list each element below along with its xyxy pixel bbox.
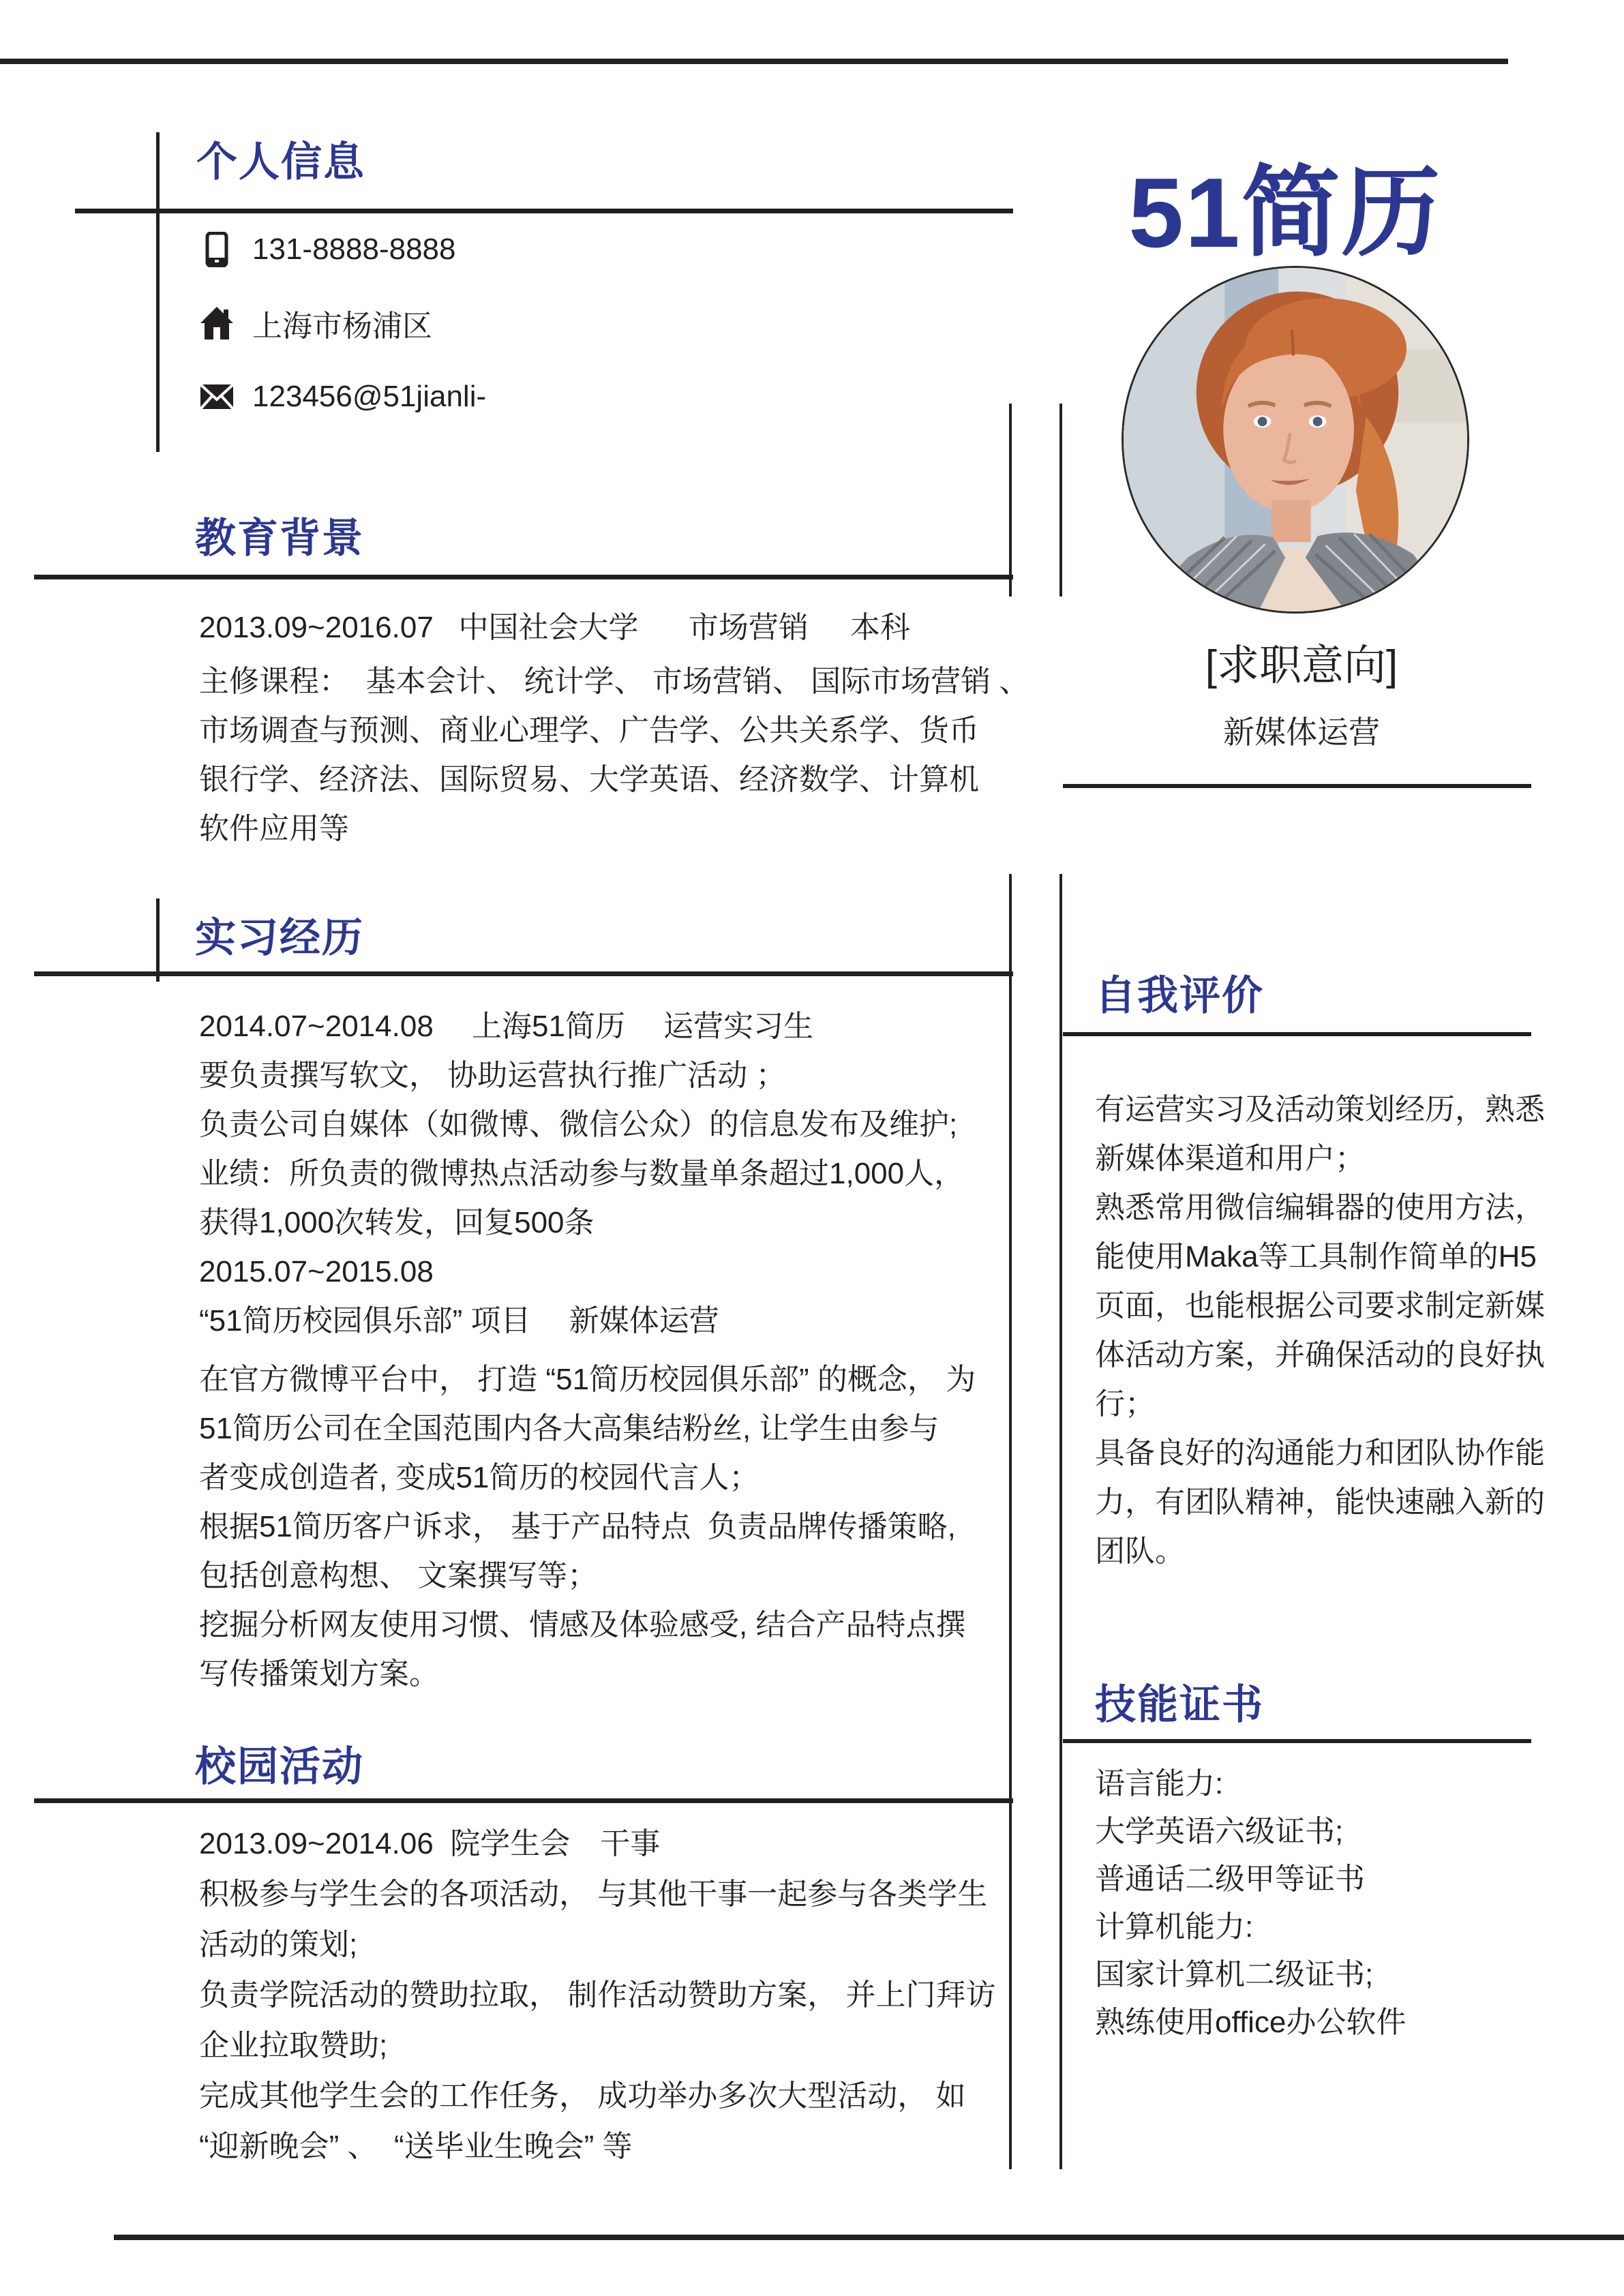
internship-line: 获得1,000次转发，回复500条	[199, 1206, 595, 1239]
self-evaluation-line: 能使用Maka等工具制作简单的H5	[1095, 1240, 1537, 1273]
contact-email-value: 123456@51jianli-	[252, 380, 487, 413]
education-course-line: 主修课程： 基本会计、 统计学、 市场营销、 国际市场营销 、	[199, 665, 1029, 698]
campus-activity-lines	[199, 1819, 1024, 2172]
self-evaluation-line: 体活动方案，并确保活动的良好执	[1095, 1338, 1545, 1372]
section-heading-skills: 技能证书	[1095, 1682, 1264, 1727]
education-summary: 2013.09~2016.07 中国社会大学 市场营销 本科	[199, 611, 910, 644]
internship-line: 要负责撰写软文， 协助运营执行推广活动 ；	[199, 1059, 786, 1092]
skills-lines	[1095, 1760, 1545, 2046]
education-course-line: 市场调查与预测、商业心理学、广告学、公共关系学、货币	[199, 714, 979, 747]
self-evaluation-line: 新媒体渠道和用户；	[1095, 1142, 1365, 1175]
self-evaluation-line: 有运营实习及活动策划经历，熟悉	[1095, 1093, 1545, 1126]
campus-line: 完成其他学生会的工作任务， 成功举办多次大型活动， 如	[199, 2079, 966, 2113]
self-evaluation-line: 团队。	[1095, 1535, 1185, 1568]
skills-line: 熟练使用office办公软件	[1095, 2006, 1407, 2039]
self-evaluation-line: 行；	[1095, 1387, 1155, 1421]
self-evaluation-line: 力，有团队精神，能快速融入新的	[1095, 1485, 1545, 1519]
profile-photo-image	[1124, 268, 1467, 611]
campus-divider	[34, 1798, 1013, 1803]
personal-info-accent-bar	[156, 132, 160, 452]
contact-list	[199, 230, 486, 451]
contact-phone-value: 131-8888-8888	[252, 232, 456, 266]
campus-line: 活动的策划;	[199, 1928, 358, 1961]
self-evaluation-line: 页面，也能根据公司要求制定新媒	[1095, 1289, 1545, 1323]
right-column-inner-line	[1059, 874, 1062, 2169]
internship-divider	[34, 971, 1013, 976]
job-intent-value: 新媒体运营	[1223, 714, 1380, 750]
self-evaluation-line: 具备良好的沟通能力和团队协作能	[1095, 1436, 1545, 1470]
campus-line: 积极参与学生会的各项活动， 与其他干事一起参与各类学生	[199, 1877, 988, 1911]
self-evaluation-lines	[1095, 1085, 1545, 1576]
internship-description-line: 根据51简历客户诉求， 基于产品特点 负责品牌传播策略,	[199, 1510, 956, 1543]
right-column-outer-line	[1009, 874, 1012, 2169]
campus-line: 2013.09~2014.06 院学生会 干事	[199, 1827, 661, 1860]
skills-divider	[1063, 1739, 1531, 1743]
internship-description-line: 写传播策划方案。	[199, 1657, 439, 1691]
bottom-border-rule	[114, 2235, 1624, 2240]
education-divider	[34, 575, 1013, 579]
section-heading-internship: 实习经历	[195, 915, 364, 961]
top-border-rule	[0, 59, 1508, 64]
skills-line: 国家计算机二级证书;	[1095, 1958, 1374, 1991]
education-course-line: 软件应用等	[199, 812, 349, 845]
section-heading-personal-info: 个人信息	[196, 139, 365, 185]
internship-description-line: 包括创意构想、 文案撰写等；	[199, 1559, 598, 1592]
profile-photo	[1122, 266, 1469, 614]
internship-description-line: 者变成创造者, 变成51简历的校园代言人；	[199, 1461, 760, 1494]
contact-row-phone	[199, 230, 486, 269]
internship-project-description	[199, 1355, 1024, 1699]
job-intent-label: [求职意向]	[1205, 642, 1398, 689]
internship-description-line: 在官方微博平台中， 打造 “51简历校园俱乐部” 的概念， 为	[199, 1363, 976, 1396]
brand-logo: 51简历	[1128, 157, 1442, 268]
self-evaluation-line: 熟悉常用微信编辑器的使用方法，	[1095, 1191, 1545, 1224]
right-column-outer-line-top	[1009, 404, 1012, 596]
section-heading-campus: 校园活动	[195, 1744, 364, 1789]
internship-entry-lines	[199, 1002, 1024, 1346]
skills-line: 大学英语六级证书;	[1095, 1815, 1344, 1848]
internship-line: 2014.07~2014.08 上海51简历 运营实习生	[199, 1010, 814, 1043]
email-icon	[199, 379, 235, 414]
education-course-line: 银行学、经济法、国际贸易、大学英语、经济数学、计算机	[199, 763, 979, 796]
internship-description-line: 51简历公司在全国范围内各大高集结粉丝, 让学生由参与	[199, 1412, 939, 1445]
education-courses	[199, 657, 1029, 854]
internship-line: 2015.07~2015.08	[199, 1255, 434, 1288]
contact-row-email	[199, 378, 486, 416]
campus-line: “迎新晚会” 、 “送毕业生晚会” 等	[199, 2130, 633, 2163]
section-heading-self-evaluation: 自我评价	[1095, 973, 1264, 1018]
self-evaluation-divider	[1063, 1032, 1531, 1036]
contact-row-address	[199, 304, 486, 342]
internship-line: 负责公司自媒体（如微博、微信公众）的信息发布及维护;	[199, 1108, 958, 1141]
skills-line: 计算机能力:	[1095, 1910, 1254, 1944]
internship-description-line: 挖掘分析网友使用习惯、情感及体验感受, 结合产品特点撰	[199, 1608, 966, 1642]
phone-icon	[199, 232, 235, 267]
section-heading-education: 教育背景	[195, 515, 364, 561]
internship-accent-bar	[156, 898, 160, 982]
right-column-inner-line-top	[1059, 404, 1062, 596]
campus-line: 负责学院活动的赞助拉取， 制作活动赞助方案， 并上门拜访	[199, 1978, 996, 2012]
internship-line: “51简历校园俱乐部” 项目 新媒体运营	[199, 1304, 719, 1338]
internship-line: 业绩：所负责的微博热点活动参与数量单条超过1,000人，	[199, 1157, 965, 1190]
intent-divider	[1063, 784, 1531, 788]
contact-address-value: 上海市杨浦区	[252, 309, 432, 343]
personal-info-divider	[75, 209, 1013, 213]
skills-line: 普通话二级甲等证书	[1095, 1862, 1365, 1896]
home-icon	[199, 305, 235, 341]
skills-line: 语言能力:	[1095, 1767, 1224, 1800]
campus-line: 企业拉取赞助;	[199, 2029, 388, 2062]
